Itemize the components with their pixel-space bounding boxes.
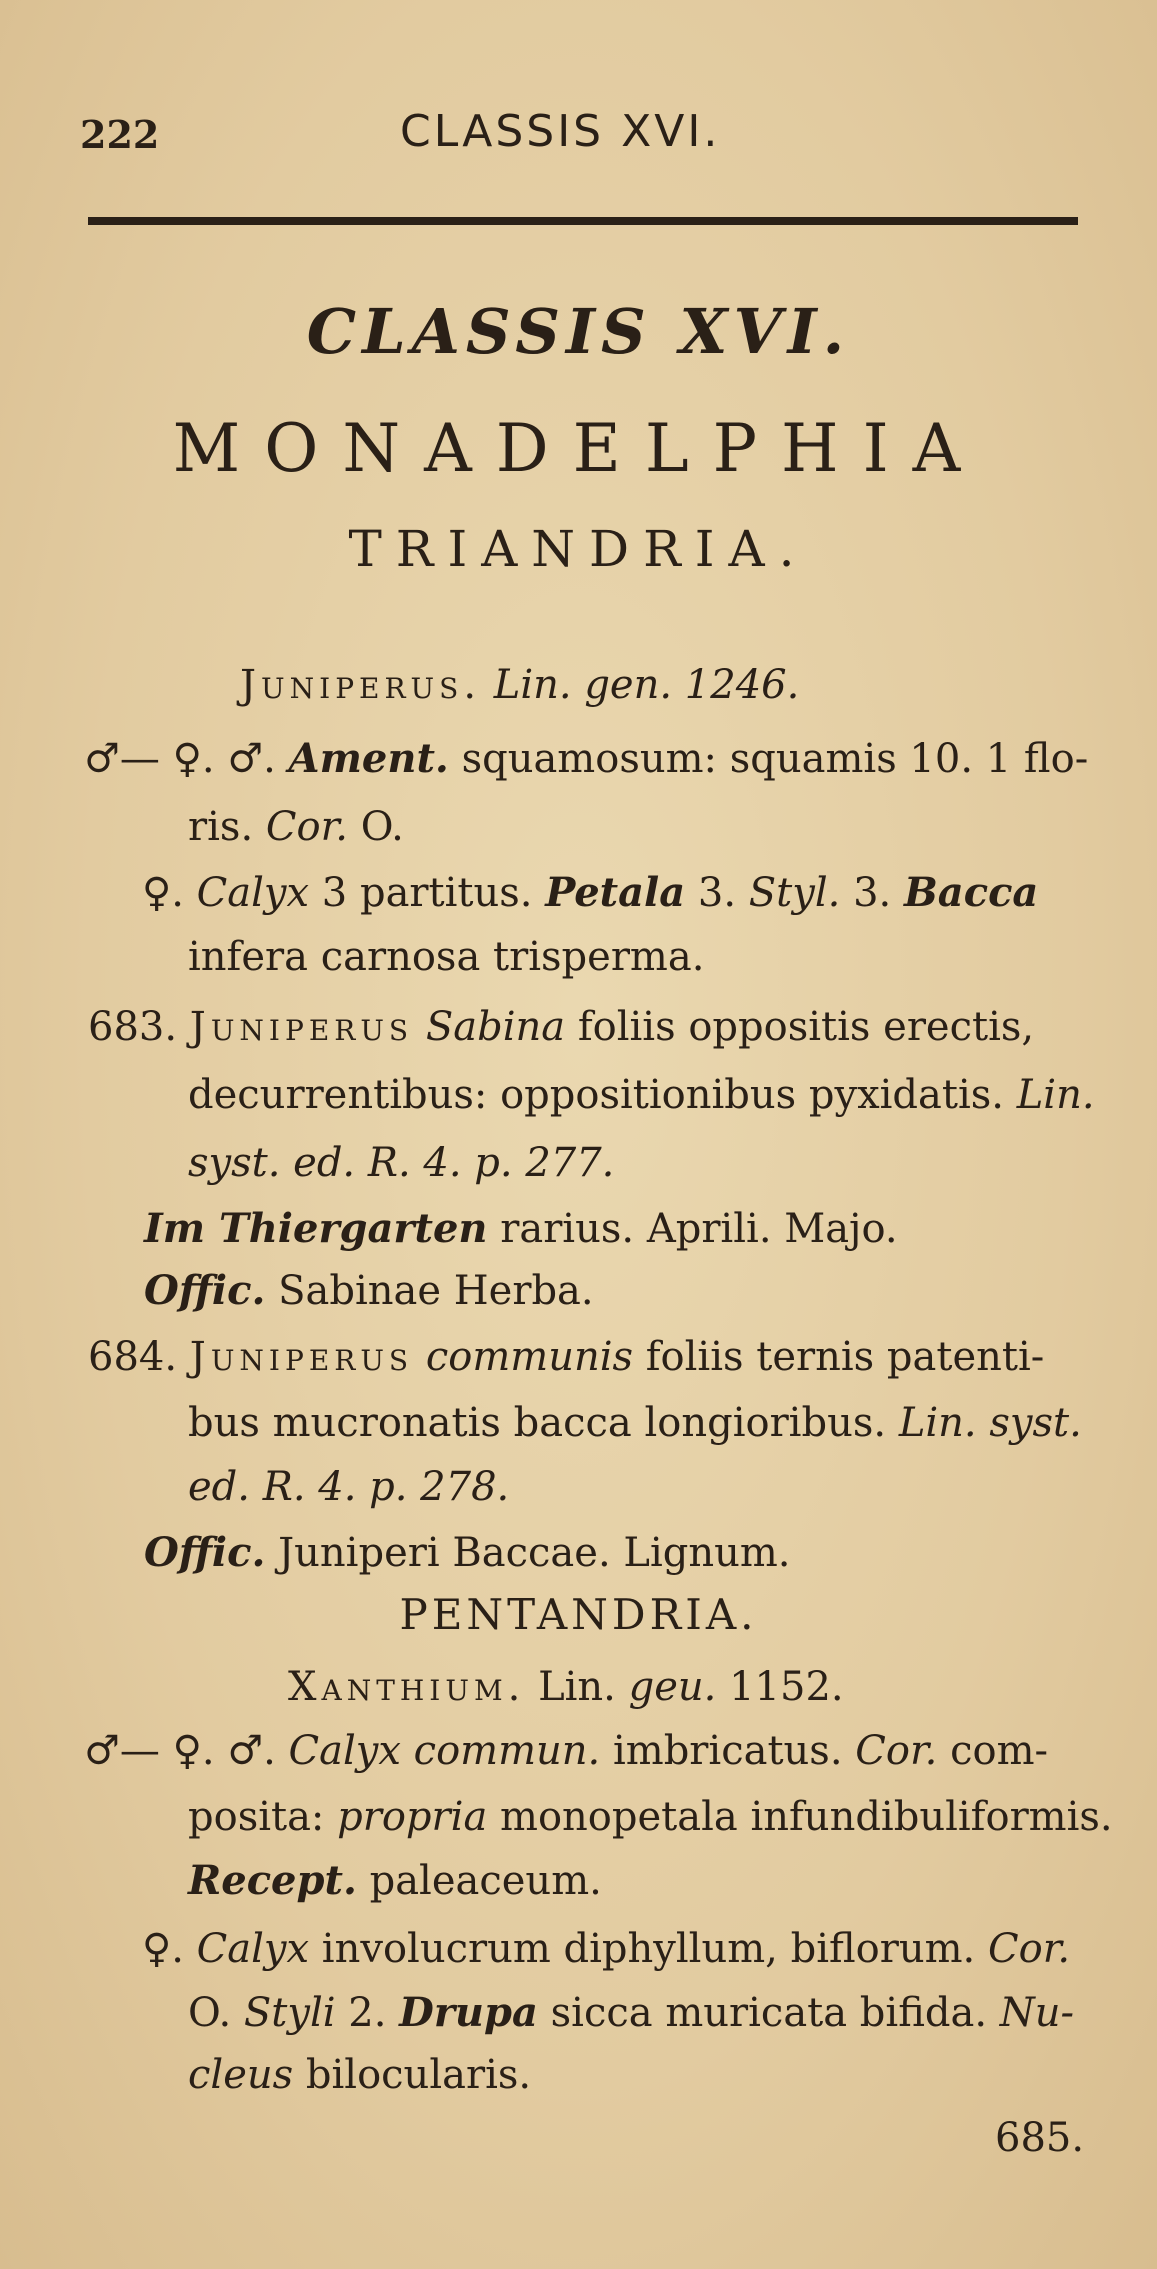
- header-rule: [88, 217, 1078, 225]
- xanthium-line-4: ♀. Calyx involucrum diphyllum, biflorum. Cor.: [142, 1926, 1071, 1972]
- species-683-line-3: syst. ed. R. 4. p. 277.: [188, 1140, 615, 1186]
- genus-line-3: ♀. Calyx 3 partitus. Petala 3. Styl. 3. Bacca: [142, 869, 1039, 916]
- genus-line-1: ♂— ♀. ♂. Ament. squamosum: squamis 10. 1 flo-: [84, 735, 1089, 782]
- running-head: CLASSIS XVI.: [400, 106, 721, 157]
- xanthium-line-5: O. Styli 2. Drupa sicca muricata bifida. Nu-: [188, 1989, 1075, 2036]
- order-heading: TRIANDRIA.: [348, 520, 809, 578]
- class-name: MONADELPHIA: [172, 410, 985, 487]
- order-heading-pentandria: PENTANDRIA.: [399, 1590, 758, 1639]
- xanthium-line-3: Recept. paleaceum.: [188, 1857, 602, 1904]
- species-683-line-4: Im Thiergarten rarius. Aprili. Majo.: [144, 1205, 898, 1252]
- species-683-line-1: 683. Juniperus Sabina foliis oppositis erectis,: [88, 1004, 1035, 1050]
- genus-line-4: infera carnosa trisperma.: [188, 934, 705, 980]
- species-684-line-3: ed. R. 4. p. 278.: [188, 1464, 510, 1510]
- genus-heading-xanthium: Xanthium. Lin. geu. 1152.: [288, 1664, 844, 1710]
- species-683-line-2: decurrentibus: oppositionibus pyxidatis. Lin.: [188, 1072, 1095, 1118]
- species-684-line-4: Offic. Juniperi Baccae. Lignum.: [144, 1529, 791, 1576]
- species-683-line-5: Offic. Sabinae Herba.: [144, 1267, 594, 1314]
- genus-heading-juniperus: Juniperus. Lin. gen. 1246.: [240, 662, 800, 708]
- species-684-line-1: 684. Juniperus communis foliis ternis patenti-: [88, 1334, 1045, 1380]
- xanthium-line-6: cleus bilocularis.: [188, 2052, 532, 2098]
- catchword: 685.: [995, 2115, 1085, 2161]
- species-684-line-2: bus mucronatis bacca longioribus. Lin. syst.: [188, 1400, 1082, 1446]
- genus-line-2: ris. Cor. O.: [188, 804, 404, 850]
- xanthium-line-1: ♂— ♀. ♂. Calyx commun. imbricatus. Cor. com-: [84, 1728, 1049, 1774]
- page-number: 222: [80, 112, 160, 157]
- xanthium-line-2: posita: propria monopetala infundibuliformis.: [188, 1794, 1113, 1840]
- class-heading: CLASSIS XVI.: [306, 295, 851, 368]
